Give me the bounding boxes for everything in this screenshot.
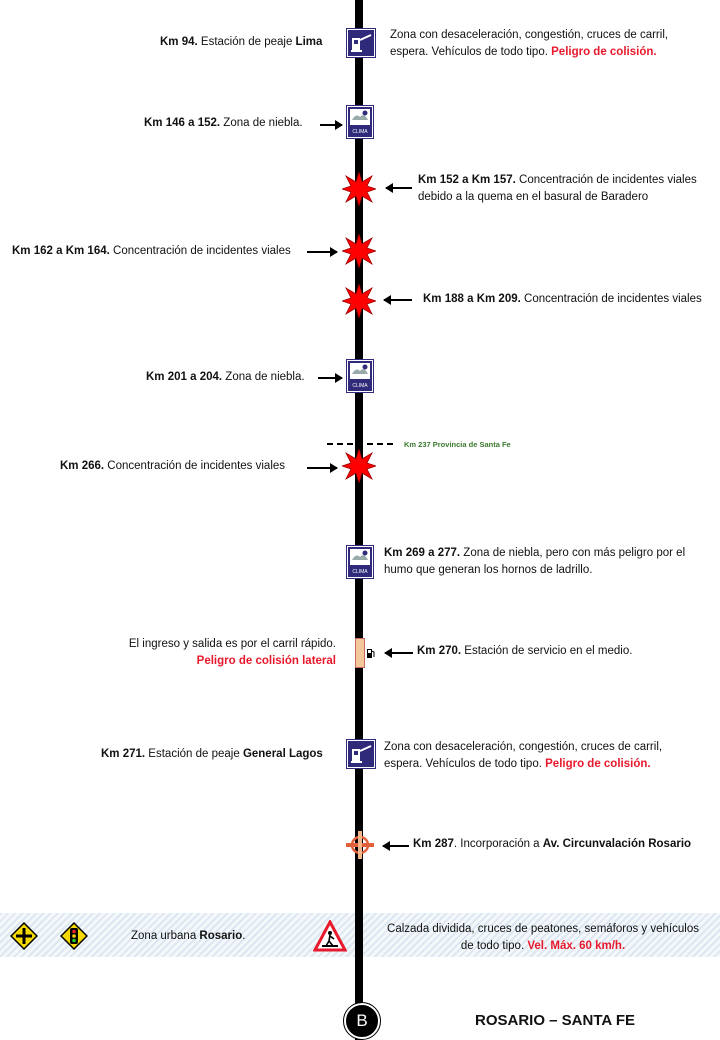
incident-star-icon — [342, 172, 376, 206]
arrow-right — [320, 124, 342, 126]
km266-label: Km 266. Concentración de incidentes viales — [60, 460, 286, 472]
incident-star-icon — [342, 449, 376, 483]
svg-text:CLIMA: CLIMA — [352, 569, 368, 575]
arrow-left — [386, 187, 412, 189]
weather-fog-icon — [347, 106, 373, 138]
km287-label: Km 287. Incorporación a Av. Circunvalación Rosario — [413, 838, 692, 850]
province-boundary — [327, 443, 393, 445]
incident-star-icon — [342, 234, 376, 268]
km201-label: Km 201 a 204. Zona de niebla. — [146, 371, 305, 383]
toll-icon — [347, 29, 375, 57]
incident-star-icon — [342, 284, 376, 318]
toll-note-2: Zona con desaceleración, congestión, cruces de carril, espera. Vehículos de todo tipo. Peligro de colisión. — [384, 741, 663, 770]
service-note: El ingreso y salida es por el carril rápido. Peligro de colisión lateral — [128, 638, 336, 667]
toll-icon — [347, 740, 375, 768]
urban-label: Zona urbana Rosario. — [131, 930, 246, 942]
interchange-icon — [346, 831, 374, 859]
province-label: Km 237 Provincia de Santa Fe — [404, 440, 511, 449]
svg-text:CLIMA: CLIMA — [352, 129, 368, 135]
km269-label: Km 269 a 277. Zona de niebla, pero con más peligro por el humo que generan los hornos de ladrillo. — [384, 547, 686, 576]
km188-label: Km 188 a Km 209. Concentración de incidentes viales — [423, 293, 702, 305]
fuel-station-icon — [366, 646, 376, 658]
end-marker: B — [344, 1003, 380, 1039]
km270-label: Km 270. Estación de servicio en el medio. — [417, 645, 633, 657]
km146-label: Km 146 a 152. Zona de niebla. — [144, 117, 303, 129]
traffic-light-icon — [60, 922, 88, 950]
arrow-left — [385, 652, 413, 654]
road-line — [355, 0, 363, 1040]
crossroad-icon — [10, 922, 38, 950]
km162-label: Km 162 a Km 164. Concentración de incidentes viales — [12, 245, 291, 257]
weather-fog-icon — [347, 546, 373, 578]
pedestrian-crossing-icon — [313, 920, 347, 952]
service-island — [355, 638, 365, 668]
weather-fog-icon — [347, 360, 373, 392]
arrow-left — [383, 845, 409, 847]
svg-text:CLIMA: CLIMA — [352, 383, 368, 389]
arrow-right — [307, 251, 337, 253]
arrow-right — [307, 467, 337, 469]
route-title: ROSARIO – SANTA FE — [475, 1012, 636, 1029]
km152-label: Km 152 a Km 157. Concentración de incidentes viales debido a la quema en el basural de Baradero — [418, 174, 697, 203]
arrow-right — [318, 377, 342, 379]
arrow-left — [384, 299, 412, 301]
toll-note-1: Zona con desaceleración, congestión, cruces de carril, espera. Vehículos de todo tipo. Peligro de colisión. — [390, 29, 669, 58]
km271-label: Km 271. Estación de peaje General Lagos — [101, 748, 323, 760]
urban-note: Calzada dividida, cruces de peatones, semáforos y vehículos de todo tipo. Vel. Máx. 60 km/h. — [387, 923, 699, 952]
km94-label: Km 94. Estación de peaje Lima — [160, 36, 323, 48]
